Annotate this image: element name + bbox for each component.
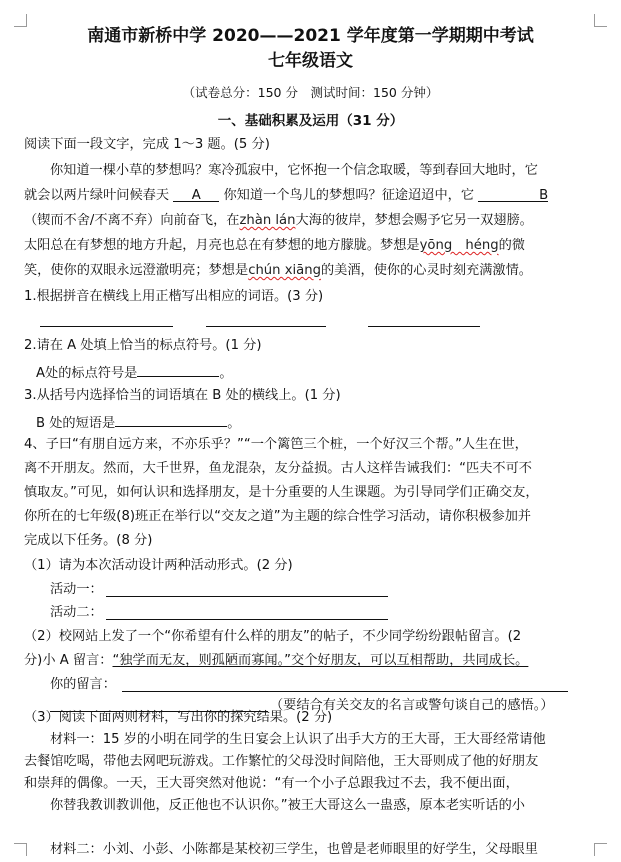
q4-line-3: 慎取友。”可见，如何认识和选择朋友，是十分重要的人生课题。为引导同学们正确交友， xyxy=(24,485,539,500)
passage-line-1: 你知道一棵小草的梦想吗？寒冷孤寂中，它怀抱一个信念取暖，等到春回大地时，它 xyxy=(50,163,538,178)
passage-line-4: 太阳总在有梦想的地方升起，月亮也总在有梦想的地方朦胧。梦想是yōng héng的微 xyxy=(24,238,525,253)
q4-line-2: 离不开朋友。然而，大千世界，鱼龙混杂，友分益损。古人这样告诫我们：“匹夫不可不 xyxy=(24,461,532,476)
pinyin-2: yōng héng xyxy=(419,238,499,253)
material-1-line-3: 和崇拜的偶像。一天，王大哥突然对他说：“有一个小子总跟我过不去，我不便出面， xyxy=(24,776,519,791)
your-message-label: 你的留言： xyxy=(50,677,116,692)
exam-title: 南通市新桥中学 2020——2021 学年度第一学期期中考试 xyxy=(87,26,534,46)
message-note: （要结合有关交友的名言或警句谈自己的感悟。） xyxy=(270,698,554,713)
answer-line-1[interactable] xyxy=(40,326,173,327)
material-1-line-4: 你替我教训教训他，反正他也不认识你。”被王大哥这么一蛊惑，原本老实听话的小 xyxy=(50,798,525,813)
section-heading: 一、基础积累及运用（31 分） xyxy=(217,113,404,129)
q4-part-3: （3）阅读下面两则材料，写出你的探究结果。(2 分) xyxy=(24,710,333,725)
question-3-answer: B 处的短语是 。 xyxy=(36,412,240,433)
blank-b[interactable]: B xyxy=(478,187,548,202)
q4-line-4: 你所在的七年级(8)班正在举行以“交友之道”为主题的综合性学习活动，请你积极参加并 xyxy=(24,509,532,524)
passage-line-5: 笑，使你的双眼永远澄澈明亮；梦想是chún xiāng的美酒，使你的心灵时刻充满激情。 xyxy=(24,263,532,278)
reading-intro: 阅读下面一段文字，完成 1～3 题。(5 分) xyxy=(24,137,270,152)
activity-1-label: 活动一： xyxy=(50,582,103,597)
q4-part-2-line-2: 分)小 A 留言：“独学而无友，则孤陋而寡闻。”交个好朋友，可以互相帮助，共同成长。 xyxy=(24,653,529,668)
question-2-answer: A处的标点符号是 。 xyxy=(36,362,233,383)
material-1-line-2: 去餐馆吃喝，带他去网吧玩游戏。工作繁忙的父母没时间陪他，王大哥则成了他的好朋友 xyxy=(24,754,539,769)
your-message-line-1[interactable] xyxy=(122,691,568,692)
activity-2-label: 活动二： xyxy=(50,605,103,620)
question-3: 3.从括号内选择恰当的词语填在 B 处的横线上。(1 分) xyxy=(24,388,341,403)
question-1: 1.根据拼音在横线上用正楷写出相应的词语。(3 分) xyxy=(24,289,324,304)
blank-a[interactable]: A xyxy=(173,187,219,202)
pinyin-1: zhàn lán xyxy=(239,213,296,228)
crop-mark-top-left xyxy=(14,14,27,27)
passage-line-3: （锲而不舍/不离不弃）向前奋飞，在zhàn lán大海的彼岸，梦想会赐予它另一双翅膀。 xyxy=(24,213,533,228)
pinyin-3: chún xiāng xyxy=(248,263,321,278)
answer-line-2[interactable] xyxy=(206,326,326,327)
activity-1-line[interactable] xyxy=(106,596,388,597)
punctuation-blank[interactable] xyxy=(137,362,219,377)
material-2-line-1: 材料二：小刘、小彭、小陈都是某校初三学生，也曾是老师眼里的好学生，父母眼里 xyxy=(50,842,538,857)
question-2: 2.请在 A 处填上恰当的标点符号。(1 分) xyxy=(24,338,262,353)
crop-mark-top-right xyxy=(594,14,607,27)
activity-2-line[interactable] xyxy=(106,619,388,620)
material-1-line-1: 材料一：15 岁的小明在同学的生日宴会上认识了出手大方的王大哥，王大哥经常请他 xyxy=(50,732,546,747)
phrase-blank[interactable] xyxy=(115,412,227,427)
exam-info: （试卷总分：150 分 测试时间：150 分钟） xyxy=(182,85,439,100)
q4-line-1: 4、子曰“有朋自远方来，不亦乐乎？”“一个篱笆三个桩，一个好汉三个帮。”人生在世， xyxy=(24,437,528,452)
crop-mark-bottom-right xyxy=(594,843,607,856)
answer-line-3[interactable] xyxy=(368,326,480,327)
sample-message: “独学而无友，则孤陋而寡闻。”交个好朋友，可以互相帮助，共同成长。 xyxy=(112,653,529,668)
q4-part-2-line-1: （2）校网站上发了一个“你希望有什么样的朋友”的帖子，不少同学纷纷跟帖留言。(2 xyxy=(24,629,522,644)
crop-mark-bottom-left xyxy=(14,843,27,856)
passage-line-2: 就会以两片绿叶问候春天 A 你知道一个鸟儿的梦想吗？征途迢迢中，它 B xyxy=(24,188,549,203)
exam-subject: 七年级语文 xyxy=(268,51,353,71)
q4-part-1: （1）请为本次活动设计两种活动形式。(2 分) xyxy=(24,558,293,573)
q4-line-5: 完成以下任务。(8 分) xyxy=(24,533,153,548)
